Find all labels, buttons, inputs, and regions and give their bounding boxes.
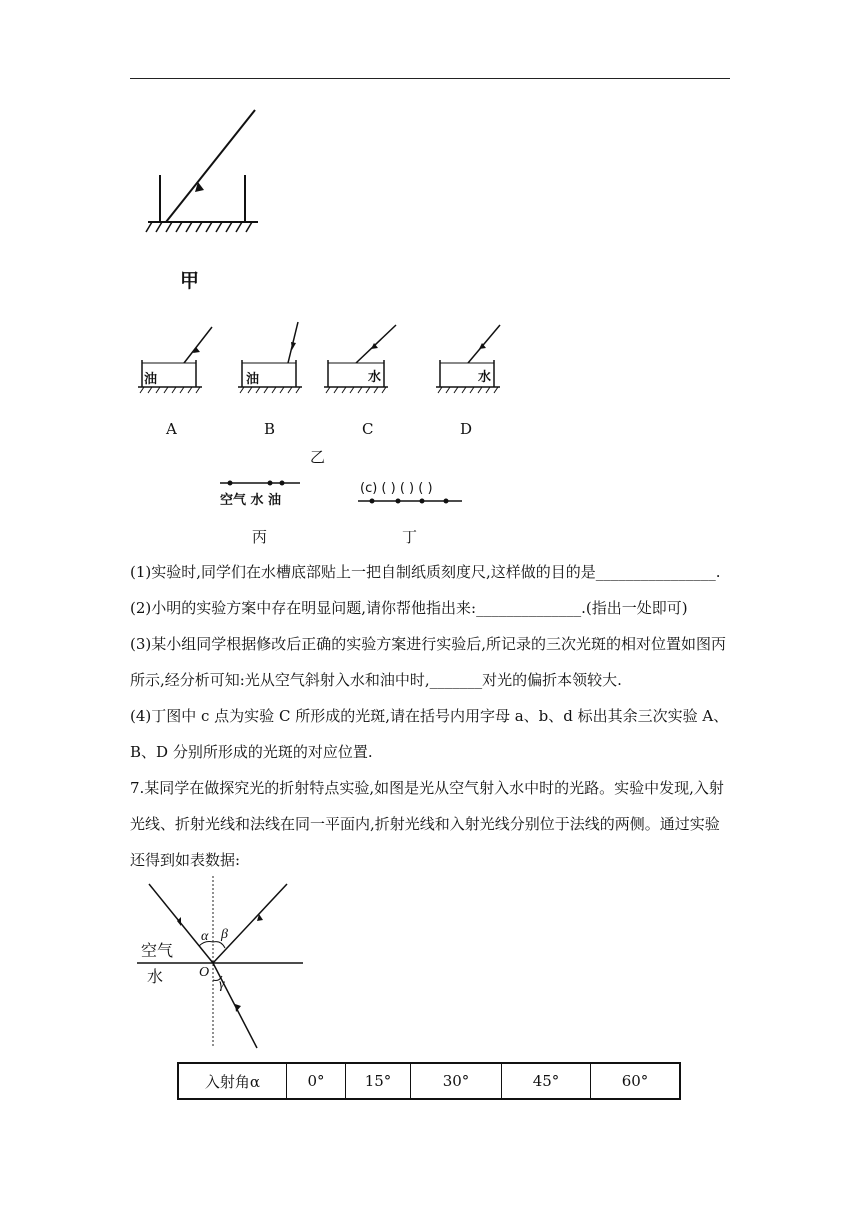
refraction-gamma: γ (219, 977, 225, 992)
figure-jia-label: 甲 (180, 270, 200, 292)
table-cell: 0° (287, 1063, 346, 1099)
table-cell: 60° (591, 1063, 681, 1099)
figure-ding-label: 丁 (402, 528, 418, 546)
figure-bing-label: 丙 (252, 528, 268, 546)
refraction-alpha: α (201, 929, 209, 944)
figure-yi-tank-a (138, 325, 218, 400)
tank-letter-b: B (264, 420, 276, 438)
ding-text: (c) ( ) ( ) ( ) (360, 481, 433, 496)
figure-yi-tank-d (436, 323, 516, 400)
question-3: (3)某小组同学根据修改后正确的实验方案进行实验后,所记录的三次光斑的相对位置如图丙所示,经分析可知:光从空气斜射入水和油中时,_______对光的偏折本领较大. (130, 635, 727, 689)
refraction-water: 水 (147, 967, 164, 986)
tank-c-liquid: 水 (368, 370, 382, 385)
question-block (130, 554, 734, 878)
table-cell: 15° (346, 1063, 411, 1099)
angle-table (177, 1062, 681, 1100)
table-header-cell: 入射角α (178, 1063, 287, 1099)
figure-yi-tank-b (238, 320, 318, 400)
figure-yi-label: 乙 (310, 448, 326, 466)
tank-letter-d: D (460, 420, 473, 438)
tank-a-liquid: 油 (144, 372, 158, 387)
question-2: (2)小明的实验方案中存在明显问题,请你帮他指出来:______________.(指出一处即可) (130, 599, 688, 617)
tank-letter-c: C (362, 420, 374, 438)
table-cell: 45° (502, 1063, 591, 1099)
table-cell: 30° (411, 1063, 502, 1099)
question-1: (1)实验时,同学们在水槽底部贴上一把自制纸质刻度尺,这样做的目的是________________. (130, 563, 721, 581)
bing-text: 空气 水 油 (220, 493, 282, 508)
figure-yi-tank-c (322, 323, 402, 400)
tank-b-liquid: 油 (246, 372, 260, 387)
question-7: 7.某同学在做探究光的折射特点实验,如图是光从空气射入水中时的光路。实验中发现,入射光线、折射光线和法线在同一平面内,折射光线和入射光线分别位于法线的两侧。通过实验还得到如表数据: (130, 779, 724, 869)
tank-d-liquid: 水 (478, 370, 492, 385)
tank-letter-a: A (166, 420, 177, 438)
refraction-air: 空气 (141, 941, 174, 960)
table-row (178, 1063, 680, 1099)
refraction-figure (135, 876, 310, 1051)
figure-ding (358, 474, 468, 514)
question-4: (4)丁图中 c 点为实验 C 所形成的光斑,请在括号内用字母 a、b、d 标出其余三次实验 A、B、D 分别所形成的光斑的对应位置. (130, 707, 729, 761)
refraction-origin: O (199, 965, 210, 980)
figure-bing (220, 474, 310, 514)
header-rule (130, 78, 730, 79)
figure-jia (140, 110, 280, 240)
refraction-beta: β (221, 927, 228, 942)
